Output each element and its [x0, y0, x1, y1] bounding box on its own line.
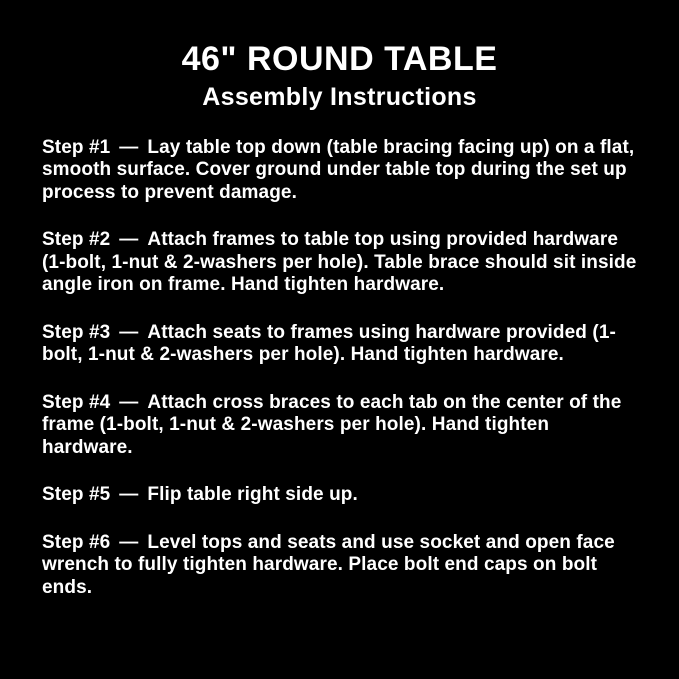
- page-title: 46" ROUND TABLE: [181, 40, 498, 78]
- step-paragraph-3: [42, 322, 641, 367]
- step-paragraph-4: [42, 392, 641, 460]
- step-separator: —: [119, 484, 139, 506]
- step-separator: —: [119, 229, 139, 251]
- step-text: Attach frames to table top using provided hardware (1-bolt, 1-nut & 2-washers per hole). Table brace should sit inside angle iron on frame. Hand tighten hardware.: [42, 229, 637, 296]
- step-label: Step #3: [42, 321, 111, 343]
- step-text: Attach seats to frames using hardware provided (1-bolt, 1-nut & 2-washers per hole). Hand tighten hardware.: [42, 321, 616, 366]
- step-label: Step #1: [42, 136, 111, 158]
- page-subtitle: Assembly Instructions: [202, 83, 477, 112]
- step-text: Attach cross braces to each tab on the center of the frame (1-bolt, 1-nut & 2-washers per hole). Hand tighten hardware.: [42, 391, 622, 458]
- step-text: Lay table top down (table bracing facing up) on a flat, smooth surface. Cover ground under table top during the set up process to prevent damage.: [42, 136, 635, 203]
- step-text: Flip table right side up.: [147, 484, 358, 506]
- step-separator: —: [119, 321, 139, 343]
- step-label: Step #5: [42, 484, 111, 506]
- step-paragraph-1: [42, 137, 641, 205]
- step-label: Step #2: [42, 229, 111, 251]
- step-text: Level tops and seats and use socket and open face wrench to fully tighten hardware. Place bolt end caps on bolt ends.: [42, 531, 615, 598]
- steps-list: [0, 137, 679, 600]
- step-paragraph-5: [42, 484, 641, 507]
- step-separator: —: [119, 136, 139, 158]
- step-separator: —: [119, 391, 139, 413]
- step-label: Step #4: [42, 391, 111, 413]
- step-paragraph-2: [42, 229, 641, 297]
- step-separator: —: [119, 531, 139, 553]
- step-label: Step #6: [42, 531, 111, 553]
- step-paragraph-6: [42, 532, 641, 600]
